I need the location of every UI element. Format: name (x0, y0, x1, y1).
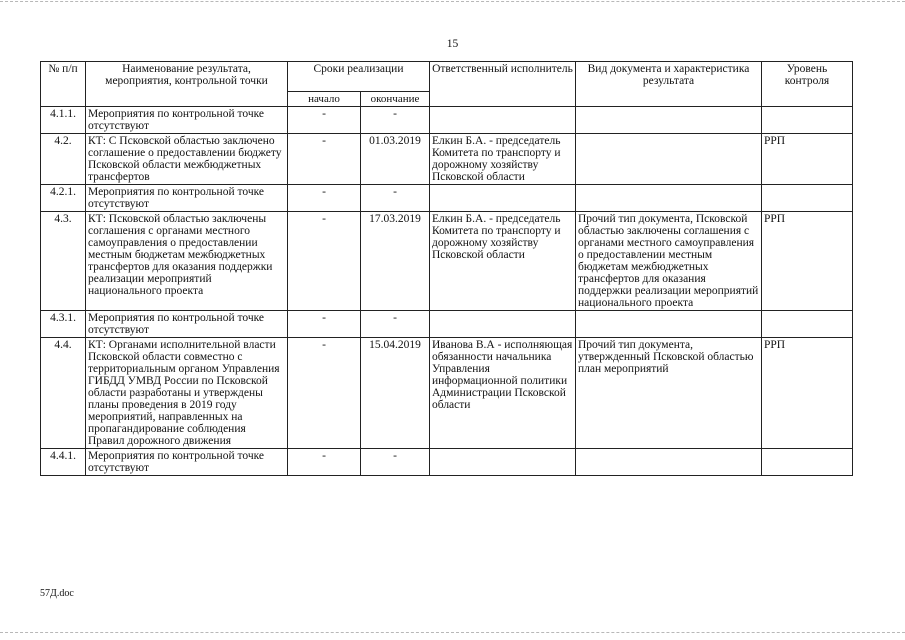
row-start: - (288, 338, 361, 449)
results-table (40, 61, 853, 476)
row-doc (576, 311, 762, 338)
table-row (41, 185, 853, 212)
header-responsible: Ответственный исполнитель (430, 62, 576, 107)
row-level (762, 107, 853, 134)
row-end: - (361, 311, 430, 338)
header-num: № п/п (41, 62, 86, 107)
table-row (41, 311, 853, 338)
row-level: РРП (762, 212, 853, 311)
row-level (762, 311, 853, 338)
row-end: 17.03.2019 (361, 212, 430, 311)
row-level: РРП (762, 338, 853, 449)
row-responsible (430, 185, 576, 212)
row-end: - (361, 107, 430, 134)
row-start: - (288, 107, 361, 134)
row-doc: Прочий тип документа, Псковской областью заключены соглашения с органами местного самоуправления о предоставлении местным бюджетам межбюджетных трансфертов для оказания поддержки реализации мероприятий национального проекта (576, 212, 762, 311)
row-responsible (430, 449, 576, 476)
row-number: 4.1.1. (41, 107, 86, 134)
row-doc (576, 134, 762, 185)
row-name: КТ: Псковской областью заключены соглашения с органами местного самоуправления о предоставлении местным бюджетам межбюджетных трансфертов для оказания поддержки реализации мероприятий национального проекта (86, 212, 288, 311)
row-responsible: Елкин Б.А. - председатель Комитета по транспорту и дорожному хозяйству Псковской области (430, 134, 576, 185)
row-responsible: Иванова В.А - исполняющая обязанности начальника Управления информационной политики Администрации Псковской области (430, 338, 576, 449)
row-name: Мероприятия по контрольной точке отсутствуют (86, 449, 288, 476)
row-doc (576, 449, 762, 476)
row-start: - (288, 449, 361, 476)
row-level (762, 449, 853, 476)
row-name: КТ: Органами исполнительной власти Псковской области совместно с территориальным органом Управления ГИБДД УМВД России по Псковской области разработаны и утверждены планы проведения в 2019 году мероприятий, направленных на пропагандирование соблюдения Правил дорожного движения (86, 338, 288, 449)
footer-filename: 57Д.doc (40, 588, 74, 599)
header-start: начало (288, 92, 361, 107)
row-level: РРП (762, 134, 853, 185)
row-name: Мероприятия по контрольной точке отсутствуют (86, 185, 288, 212)
header-control: Уровень контроля (762, 62, 853, 107)
row-responsible (430, 311, 576, 338)
header-name: Наименование результата, мероприятия, контрольной точки (86, 62, 288, 107)
row-name: Мероприятия по контрольной точке отсутствуют (86, 311, 288, 338)
row-start: - (288, 311, 361, 338)
table-row (41, 212, 853, 311)
row-doc (576, 107, 762, 134)
header-terms: Сроки реализации (288, 62, 430, 92)
row-level (762, 185, 853, 212)
row-start: - (288, 134, 361, 185)
scan-edge-bottom (0, 632, 905, 635)
page-number: 15 (446, 38, 459, 50)
row-doc (576, 185, 762, 212)
table-row (41, 449, 853, 476)
row-number: 4.2.1. (41, 185, 86, 212)
row-number: 4.3.1. (41, 311, 86, 338)
row-end: 15.04.2019 (361, 338, 430, 449)
table-row (41, 338, 853, 449)
row-responsible: Елкин Б.А. - председатель Комитета по транспорту и дорожному хозяйству Псковской области (430, 212, 576, 311)
header-doc-type: Вид документа и характеристика результата (576, 62, 762, 107)
row-name: Мероприятия по контрольной точке отсутствуют (86, 107, 288, 134)
row-start: - (288, 185, 361, 212)
header-end: окончание (361, 92, 430, 107)
row-number: 4.2. (41, 134, 86, 185)
row-number: 4.3. (41, 212, 86, 311)
row-end: 01.03.2019 (361, 134, 430, 185)
row-doc: Прочий тип документа, утвержденный Псковской областью план мероприятий (576, 338, 762, 449)
row-name: КТ: С Псковской областью заключено соглашение о предоставлении бюджету Псковской области межбюджетных трансфертов (86, 134, 288, 185)
row-number: 4.4. (41, 338, 86, 449)
row-end: - (361, 185, 430, 212)
scan-edge-top (0, 1, 905, 4)
table-row (41, 134, 853, 185)
row-start: - (288, 212, 361, 311)
table-row (41, 107, 853, 134)
row-responsible (430, 107, 576, 134)
row-number: 4.4.1. (41, 449, 86, 476)
row-end: - (361, 449, 430, 476)
